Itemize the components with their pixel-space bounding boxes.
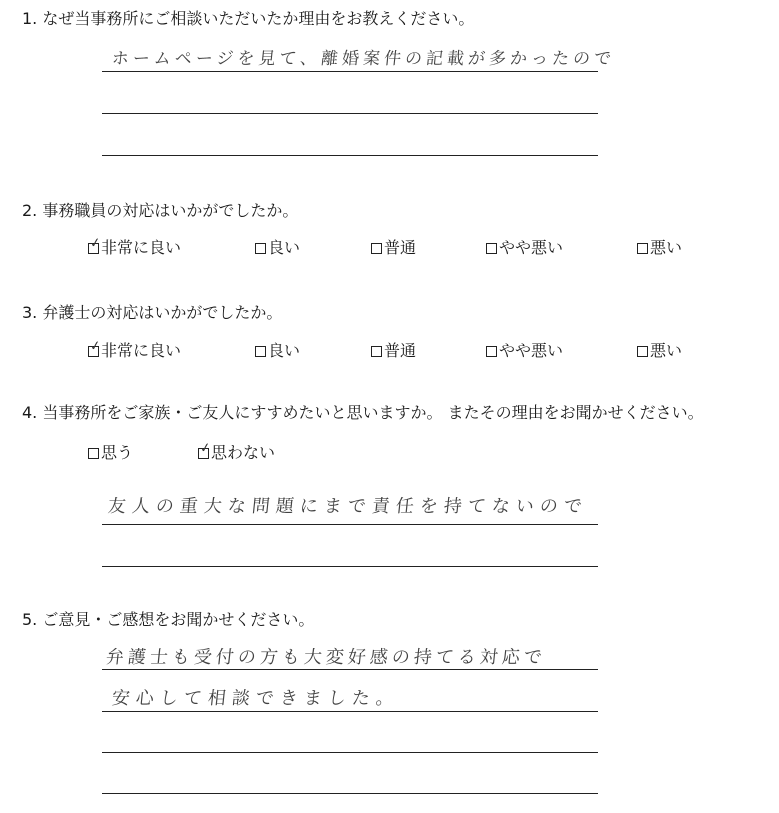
answer-line bbox=[102, 669, 598, 670]
q3-option-very-good[interactable] bbox=[88, 337, 182, 361]
question-5-handwritten-answer-line-1: 弁護士も受付の方も大変好感の持てる対応で bbox=[104, 647, 547, 668]
q2-option-bad[interactable] bbox=[637, 238, 682, 258]
checkbox-checked[interactable] bbox=[88, 234, 102, 254]
check-mark-icon: ✓ bbox=[89, 337, 102, 355]
answer-line bbox=[102, 752, 598, 753]
check-mark-icon: ✓ bbox=[89, 234, 102, 252]
question-2-label: 2. 事務職員の対応はいかがでしたか。 bbox=[22, 201, 299, 220]
checkbox[interactable] bbox=[255, 243, 266, 254]
checkbox[interactable] bbox=[255, 346, 266, 357]
q3-option-good[interactable] bbox=[255, 341, 300, 361]
checkbox[interactable] bbox=[637, 243, 648, 254]
option-label: 良い bbox=[268, 341, 301, 360]
option-label: 非常に良い bbox=[101, 238, 182, 257]
question-3-label: 3. 弁護士の対応はいかがでしたか。 bbox=[22, 303, 283, 322]
q4-option-yes[interactable] bbox=[88, 443, 133, 463]
option-label: 思わない bbox=[211, 443, 276, 462]
question-5-label: 5. ご意見・ご感想をお聞かせください。 bbox=[22, 610, 315, 629]
q2-option-somewhat-bad[interactable] bbox=[486, 238, 563, 258]
answer-line bbox=[102, 71, 598, 72]
question-1-label: 1. なぜ当事務所にご相談いただいたか理由をお教えください。 bbox=[22, 9, 475, 28]
question-1-handwritten-answer: ホームページを見て、離婚案件の記載が多かったので bbox=[110, 49, 617, 69]
q2-option-average[interactable] bbox=[371, 238, 416, 258]
option-label: やや悪い bbox=[499, 238, 564, 257]
answer-line bbox=[102, 113, 598, 114]
checkbox[interactable] bbox=[88, 448, 99, 459]
q3-option-average[interactable] bbox=[371, 341, 416, 361]
question-5-handwritten-answer-line-2: 安心して相談できました。 bbox=[110, 688, 401, 709]
checkbox[interactable] bbox=[371, 346, 382, 357]
q4-option-no[interactable] bbox=[198, 439, 276, 463]
q3-option-somewhat-bad[interactable] bbox=[486, 341, 563, 361]
option-label: 悪い bbox=[650, 238, 683, 257]
option-label: 悪い bbox=[650, 341, 683, 360]
checkbox[interactable] bbox=[637, 346, 648, 357]
option-label: 思う bbox=[101, 443, 134, 462]
q2-option-good[interactable] bbox=[255, 238, 300, 258]
option-label: 良い bbox=[268, 238, 301, 257]
question-4-handwritten-answer: 友人の重大な問題にまで責任を持てないので bbox=[106, 496, 589, 517]
answer-line bbox=[102, 155, 598, 156]
answer-line bbox=[102, 566, 598, 567]
checkbox-checked[interactable] bbox=[88, 337, 102, 357]
checkbox-checked[interactable] bbox=[198, 439, 212, 459]
q3-option-bad[interactable] bbox=[637, 341, 682, 361]
option-label: やや悪い bbox=[499, 341, 564, 360]
check-mark-icon: ✓ bbox=[199, 439, 212, 457]
answer-line bbox=[102, 793, 598, 794]
checkbox[interactable] bbox=[486, 243, 497, 254]
answer-line bbox=[102, 711, 598, 712]
checkbox[interactable] bbox=[371, 243, 382, 254]
checkbox[interactable] bbox=[486, 346, 497, 357]
option-label: 普通 bbox=[384, 341, 417, 360]
q2-option-very-good[interactable] bbox=[88, 234, 182, 258]
option-label: 非常に良い bbox=[101, 341, 182, 360]
answer-line bbox=[102, 524, 598, 525]
question-4-label: 4. 当事務所をご家族・ご友人にすすめたいと思いますか。 またその理由をお聞かせください。 bbox=[22, 403, 704, 422]
option-label: 普通 bbox=[384, 238, 417, 257]
